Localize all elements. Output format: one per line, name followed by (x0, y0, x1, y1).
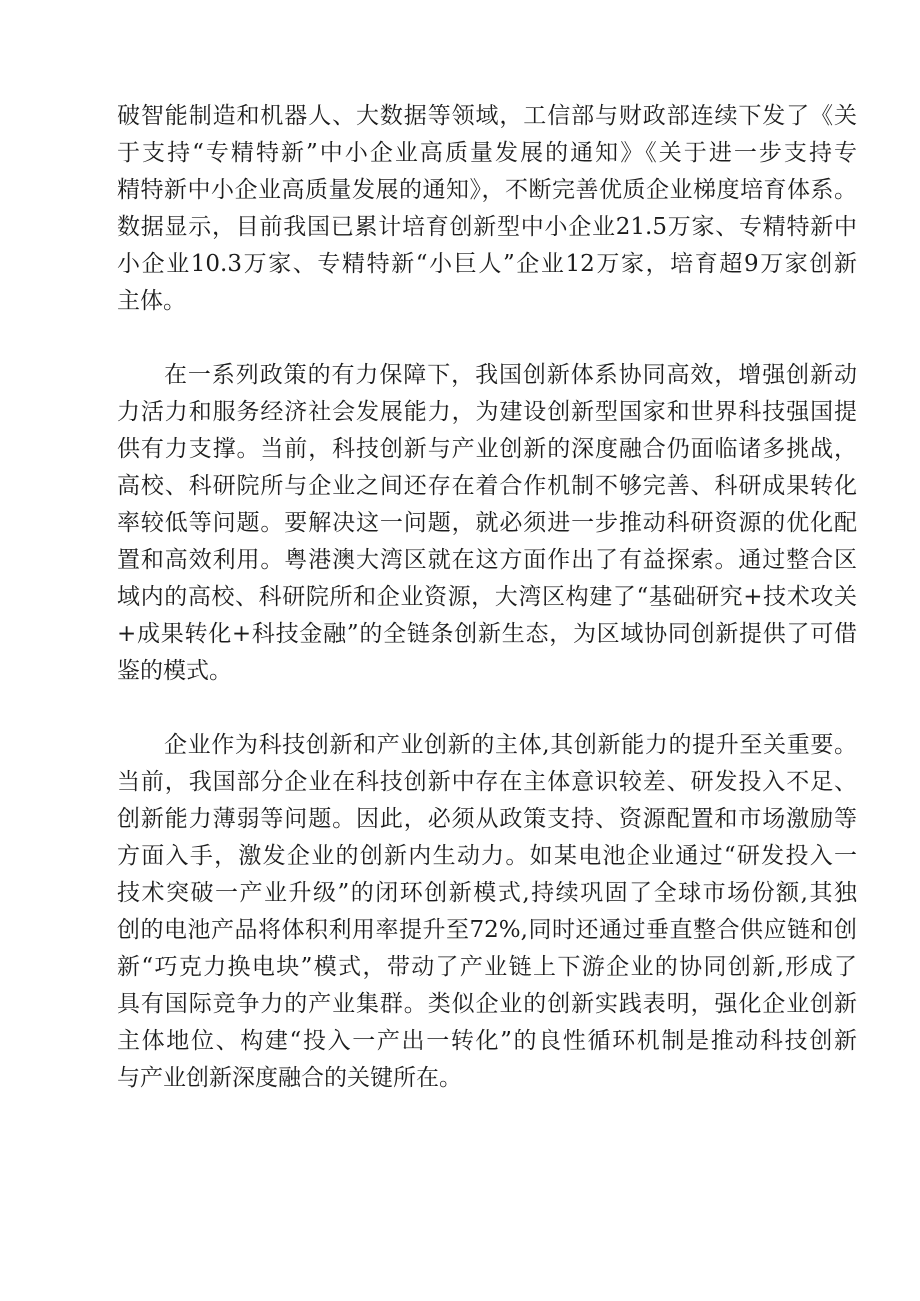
paragraph-line: 精特新中小企业高质量发展的通知》，不断完善优质企业梯度培育体系。 (117, 177, 857, 203)
paragraph-line: 主体。 (117, 288, 186, 314)
paragraph-line: 小企业10.3万家、专精特新“小巨人”企业12万家，培育超9万家创新 (117, 251, 857, 277)
paragraph-line: 鉴的模式。 (117, 658, 232, 684)
paragraph-line: 新“巧克力换电块”模式，带动了产业链上下游企业的协同创新,形成了 (117, 954, 857, 980)
paragraph-line: 主体地位、构建“投入一产出一转化”的良性循环机制是推动科技创新 (117, 1028, 857, 1054)
paragraph-line: 力活力和服务经济社会发展能力，为建设创新型国家和世界科技强国提 (117, 399, 857, 425)
paragraph-line: 创的电池产品将体积利用率提升至72%,同时还通过垂直整合供应链和创 (117, 917, 857, 943)
paragraph-line: 于支持“专精特新”中小企业高质量发展的通知》《关于进一步支持专 (117, 140, 857, 166)
paragraph-line: 当前，我国部分企业在科技创新中存在主体意识较差、研发投入不足、 (117, 769, 857, 795)
paragraph-line: 数据显示，目前我国已累计培育创新型中小企业21.5万家、专精特新中 (117, 214, 857, 240)
paragraph-line: 域内的高校、科研院所和企业资源，大湾区构建了“基础研究+技术攻关 (117, 584, 857, 610)
paragraph-line: 置和高效利用。粤港澳大湾区就在这方面作出了有益探索。通过整合区 (117, 547, 857, 573)
paragraph-line: 供有力支撑。当前，科技创新与产业创新的深度融合仍面临诸多挑战， (117, 436, 857, 462)
paragraph-line: 技术突破一产业升级”的闭环创新模式,持续巩固了全球市场份额,其独 (117, 880, 857, 906)
paragraph-line: 率较低等问题。要解决这一问题，就必须进一步推动科研资源的优化配 (117, 510, 857, 536)
paragraph-line: 高校、科研院所与企业之间还存在着合作机制不够完善、科研成果转化 (117, 473, 857, 499)
paragraph-line: 与产业创新深度融合的关键所在。 (117, 1065, 462, 1091)
paragraph-line: 破智能制造和机器人、大数据等领域，工信部与财政部连续下发了《关 (117, 103, 857, 129)
paragraph-line: 具有国际竞争力的产业集群。类似企业的创新实践表明，强化企业创新 (117, 991, 857, 1017)
paragraph-line: 方面入手，激发企业的创新内生动力。如某电池企业通过“研发投入一 (117, 843, 857, 869)
paragraph-line: 企业作为科技创新和产业创新的主体,其创新能力的提升至关重要。 (164, 732, 857, 758)
paragraph-line: 创新能力薄弱等问题。因此，必须从政策支持、资源配置和市场激励等 (117, 806, 857, 832)
paragraph-line: +成果转化+科技金融”的全链条创新生态，为区域协同创新提供了可借 (117, 621, 857, 647)
paragraph-line: 在一系列政策的有力保障下，我国创新体系协同高效，增强创新动 (164, 362, 857, 388)
